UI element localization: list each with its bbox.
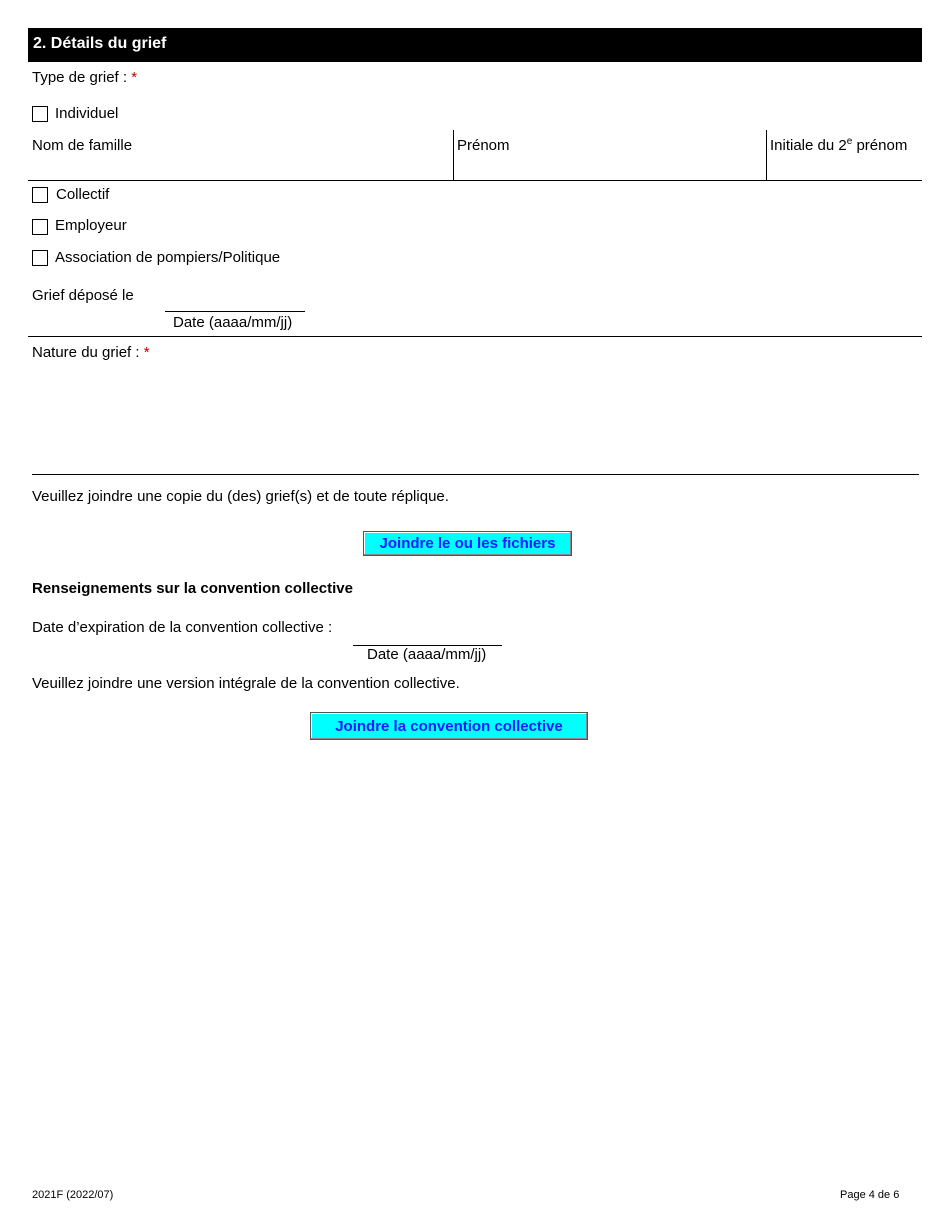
grievance-type-label: Type de grief : * bbox=[32, 69, 138, 86]
individual-checkbox[interactable] bbox=[32, 106, 48, 122]
individual-label: Individuel bbox=[55, 105, 119, 122]
association-label: Association de pompiers/Politique bbox=[55, 249, 281, 266]
filed-date-label: Grief déposé le bbox=[32, 287, 134, 304]
attach-agreement-instruction: Veuillez joindre une version intégrale de la convention collective. bbox=[32, 675, 460, 692]
nature-label: Nature du grief : * bbox=[32, 344, 150, 361]
section-header bbox=[28, 28, 922, 62]
nature-textarea[interactable] bbox=[32, 366, 918, 472]
expiry-date-input[interactable] bbox=[353, 622, 502, 644]
page-number: Page 4 de 6 bbox=[840, 1189, 900, 1201]
divider bbox=[32, 474, 919, 475]
collective-label: Collectif bbox=[56, 186, 110, 203]
first-name-input[interactable] bbox=[455, 156, 763, 178]
last-name-input[interactable] bbox=[30, 156, 450, 178]
middle-initial-label: Initiale du 2e prénom bbox=[770, 136, 908, 154]
required-marker: * bbox=[143, 344, 150, 361]
last-name-label: Nom de famille bbox=[32, 137, 133, 154]
filed-date-input[interactable] bbox=[165, 288, 305, 310]
attach-agreement-button[interactable]: Joindre la convention collective bbox=[310, 712, 588, 740]
date-format-hint: Date (aaaa/mm/jj) bbox=[367, 646, 487, 663]
divider bbox=[453, 130, 454, 180]
divider bbox=[165, 311, 305, 312]
section-title: 2. Détails du grief bbox=[33, 35, 167, 52]
collective-agreement-heading: Renseignements sur la convention collective bbox=[32, 580, 353, 597]
first-name-label: Prénom bbox=[457, 137, 510, 154]
attach-grievance-instruction: Veuillez joindre une copie du (des) grief(s) et de toute réplique. bbox=[32, 488, 449, 505]
employer-label: Employeur bbox=[55, 217, 127, 234]
date-format-hint: Date (aaaa/mm/jj) bbox=[173, 314, 293, 331]
expiry-date-label: Date d’expiration de la convention collective : bbox=[32, 619, 333, 636]
divider bbox=[28, 336, 922, 337]
divider bbox=[766, 130, 767, 180]
divider bbox=[28, 180, 922, 181]
required-marker: * bbox=[131, 69, 138, 86]
association-checkbox[interactable] bbox=[32, 250, 48, 266]
form-id: 2021F (2022/07) bbox=[32, 1189, 114, 1201]
employer-checkbox[interactable] bbox=[32, 219, 48, 235]
collective-checkbox[interactable] bbox=[32, 187, 48, 203]
attach-files-button[interactable]: Joindre le ou les fichiers bbox=[363, 531, 572, 556]
middle-initial-input[interactable] bbox=[768, 156, 920, 178]
